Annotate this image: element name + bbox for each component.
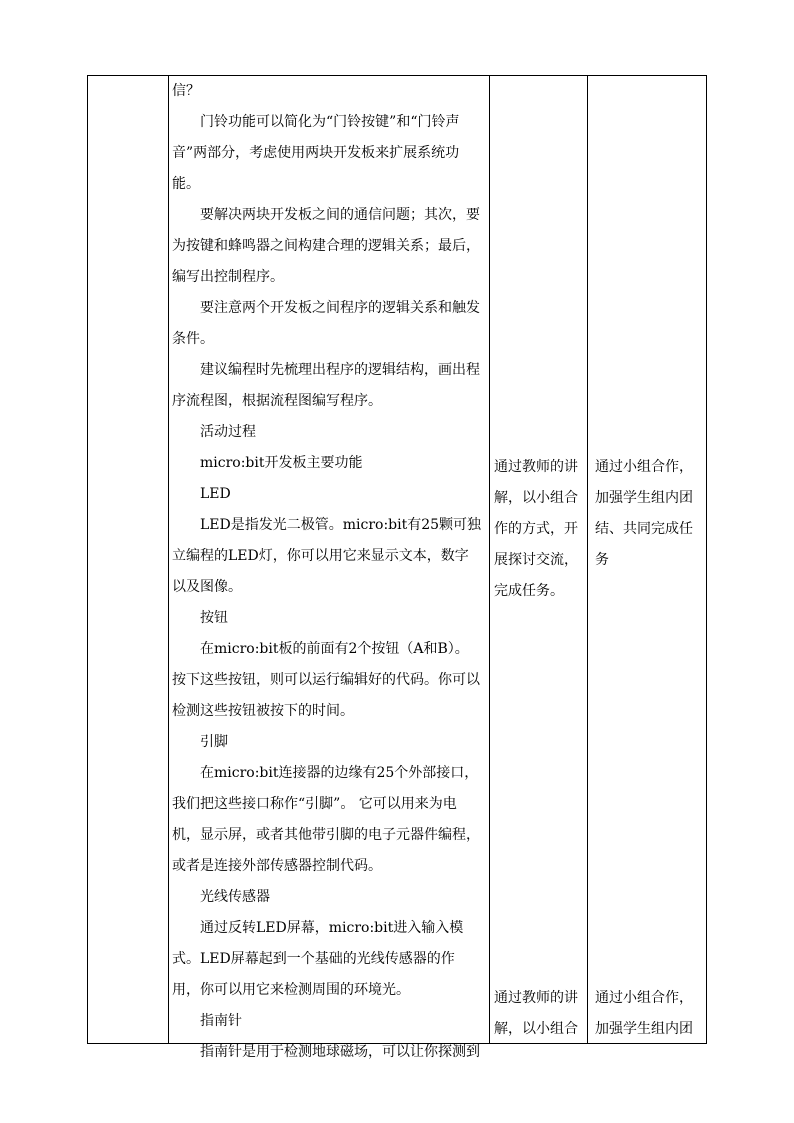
content-paragraph: 指南针是用于检测地球磁场，可以让你探测到 xyxy=(200,1044,480,1060)
section-heading: 按钮 xyxy=(200,610,228,626)
column-divider xyxy=(168,76,169,1043)
section-heading: micro:bit开发板主要功能 xyxy=(200,455,363,471)
section-heading: 活动过程 xyxy=(200,424,256,440)
section-heading: 光线传感器 xyxy=(200,889,270,905)
section-heading: 指南针 xyxy=(200,1013,242,1029)
content-paragraph: LED是指发光二极管。micro:bit有25颗可独立编程的LED灯，你可以用它来显示文本，数字以及图像。 xyxy=(172,517,482,595)
design-intent-text: 通过小组合作，加强学生组内团结、共同完成任务 xyxy=(595,459,693,568)
column-divider xyxy=(587,76,588,1043)
content-paragraph: 要解决两块开发板之间的通信问题；其次，要为按键和蜂鸣器之间构建合理的逻辑关系；最后，编写出控制程序。 xyxy=(172,207,480,285)
design-intent-text: 通过小组合作，加强学生组内团 xyxy=(595,990,693,1037)
teacher-activity-text: 通过教师的讲解，以小组合作的方式，开展探讨交流，完成任务。 xyxy=(494,459,578,599)
section-heading: 引脚 xyxy=(200,734,228,750)
content-paragraph: 要注意两个开发板之间程序的逻辑关系和触发条件。 xyxy=(172,300,480,347)
content-paragraph: 在micro:bit连接器的边缘有25个外部接口，我们把这些接口称作“引脚”。 它可以用来为电机，显示屏，或者其他带引脚的电子元器件编程，或者是连接外部传感器控制代码。 xyxy=(172,765,480,874)
lesson-content-cell xyxy=(172,76,482,1068)
column-divider xyxy=(489,76,490,1043)
content-paragraph: 通过反转LED屏幕，micro:bit进入输入模式。LED屏幕起到一个基础的光线传感器的作用，你可以用它来检测周围的环境光。 xyxy=(172,920,464,998)
content-paragraph: 在micro:bit板的前面有2个按钮（A和B）。按下这些按钮，则可以运行编辑好的代码。你可以检测这些按钮被按下的时间。 xyxy=(172,641,480,719)
content-paragraph: 建议编程时先梳理出程序的逻辑结构，画出程序流程图，根据流程图编写程序。 xyxy=(172,362,480,409)
section-heading: LED xyxy=(200,486,231,502)
lesson-table xyxy=(87,75,707,1060)
teacher-activity-text: 通过教师的讲解，以小组合 xyxy=(494,990,578,1037)
content-paragraph: 门铃功能可以简化为“门铃按键”和“门铃声音”两部分，考虑使用两块开发板来扩展系统功能。 xyxy=(172,114,460,192)
content-paragraph: 信？ xyxy=(172,83,200,99)
